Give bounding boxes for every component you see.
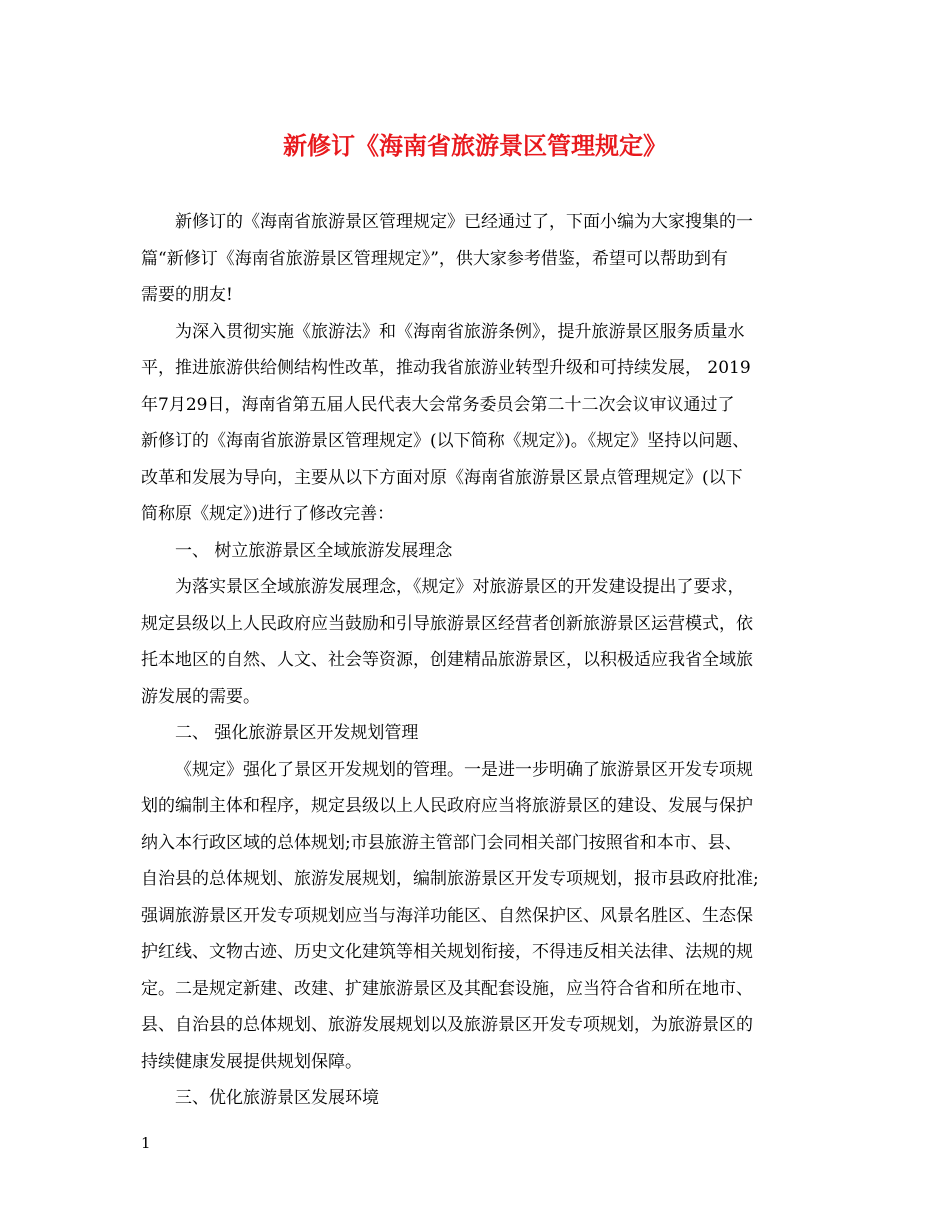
text-line: 年7月29日，海南省第五届人民代表大会常务委员会第二十二次会议审议通过了 bbox=[141, 394, 735, 415]
page-number: 1 bbox=[141, 1134, 151, 1152]
text-line: 为落实景区全域旅游发展理念，《规定》对旅游景区的开发建设提出了要求， bbox=[175, 577, 745, 597]
text-line: 一、 树立旅游景区全域旅游发展理念 bbox=[175, 540, 453, 561]
text-line: 简称原《规定》)进行了修改完善： bbox=[141, 504, 395, 524]
text-line: 游发展的需要。 bbox=[141, 686, 260, 707]
text-line: 护红线、文物古迹、历史文化建筑等相关规划衔接，不得违反相关法律、法规的规 bbox=[141, 942, 753, 962]
text-line: 新修订的《海南省旅游景区管理规定》(以下简称《规定》)。《规定》坚持以问题、 bbox=[141, 431, 750, 451]
text-line: 二、 强化旅游景区开发规划管理 bbox=[175, 723, 419, 743]
text-line: 自治县的总体规划、旅游发展规划，编制旅游景区开发专项规划，报市县政府批准; bbox=[141, 869, 759, 889]
text-line: 改革和发展为导向，主要从以下方面对原《海南省旅游景区景点管理规定》(以下 bbox=[141, 467, 743, 488]
text-line: 《规定》强化了景区开发规划的管理。一是进一步明确了旅游景区开发专项规 bbox=[175, 759, 753, 780]
text-line: 需要的朋友! bbox=[141, 285, 233, 305]
text-line: 托本地区的自然、人文、社会等资源，创建精品旅游景区，以积极适应我省全域旅 bbox=[141, 650, 753, 670]
text-line: 县、自治县的总体规划、旅游发展规划以及旅游景区开发专项规划，为旅游景区的 bbox=[141, 1015, 753, 1035]
text-line: 纳入本行政区域的总体规划;市县旅游主管部门会同相关部门按照省和本市、县、 bbox=[141, 832, 742, 853]
text-line: 持续健康发展提供规划保障。 bbox=[141, 1051, 362, 1072]
text-line: 划的编制主体和程序，规定县级以上人民政府应当将旅游景区的建设、发展与保护 bbox=[141, 796, 753, 816]
text-line: 平，推进旅游供给侧结构性改革，推动我省旅游业转型升级和可持续发展， 2019 bbox=[141, 358, 751, 378]
text-line: 篇“新修订《海南省旅游景区管理规定》”，供大家参考借鉴，希望可以帮助到有 bbox=[141, 248, 728, 269]
document-body bbox=[141, 204, 814, 1117]
text-line: 定。二是规定新建、改建、扩建旅游景区及其配套设施，应当符合省和所在地市、 bbox=[141, 978, 753, 999]
text-line: 三、优化旅游景区发展环境 bbox=[175, 1088, 379, 1108]
text-line: 规定县级以上人民政府应当鼓励和引导旅游景区经营者创新旅游景区运营模式，依 bbox=[141, 613, 753, 634]
document-title: 新修订《海南省旅游景区管理规定》 bbox=[283, 132, 667, 160]
text-line: 新修订的《海南省旅游景区管理规定》已经通过了，下面小编为大家搜集的一 bbox=[175, 212, 753, 232]
text-line: 为深入贯彻实施《旅游法》和《海南省旅游条例》，提升旅游景区服务质量水 bbox=[175, 321, 745, 342]
text-line: 强调旅游景区开发专项规划应当与海洋功能区、自然保护区、风景名胜区、生态保 bbox=[141, 905, 753, 926]
